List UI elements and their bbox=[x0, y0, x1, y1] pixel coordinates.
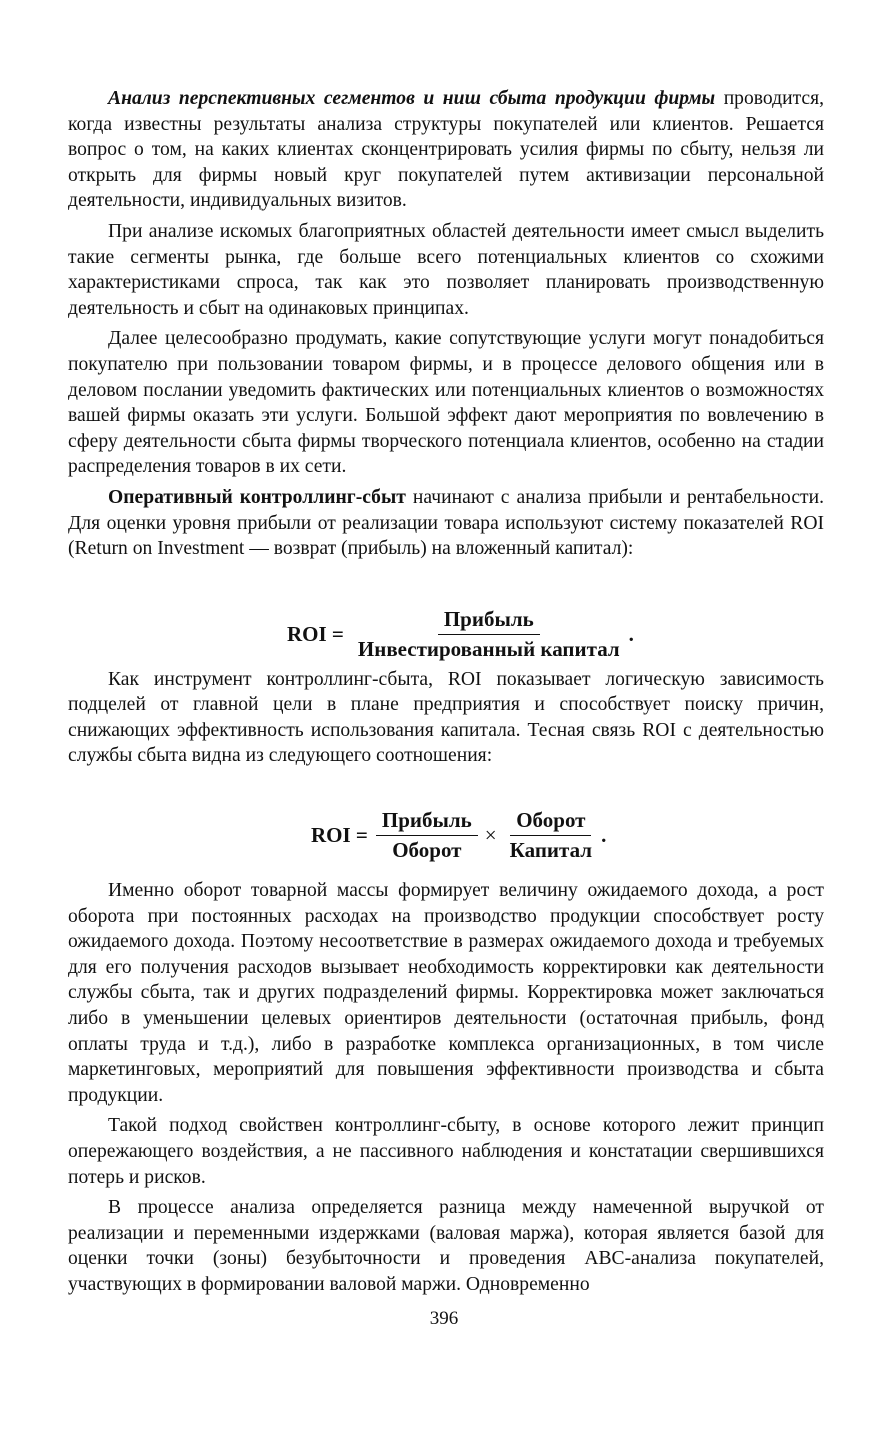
paragraph-8: В процессе анализа определяется разница между намеченной выручкой от реализации и переменными издержками (валовая маржа), которая является базой для оценки точки (зоны) безубыточности и проведения ABC-анализа покупателей, участвующих в формировании валовой маржи. Одновременно bbox=[68, 1197, 824, 1295]
roi-formula-2 bbox=[311, 808, 606, 863]
formula-2-fraction-1-numerator: Прибыль bbox=[376, 808, 478, 836]
formula-2-lhs: ROI = bbox=[311, 823, 368, 847]
paragraph-4-lead: Оперативный контроллинг-сбыт bbox=[108, 486, 406, 508]
paragraph-6: Именно оборот товарной массы формирует величину ожидаемого дохода, а рост оборота при постоянных расходах на производство продукции способствует росту ожидаемого дохода. Поэтому несоответствие в размерах ожидаемого дохода и требуемых для его получения расходов вызывает необходимость корректировки как деятельности службы сбыта, так и других подразделений фирмы. Корректировка может заключаться либо в уменьшении целевых ориентиров деятельности (остаточная прибыль, фонд оплаты труда и т.д.), либо в разработке комплекса организационных, в том числе маркетинговых, мероприятий для повышения эффективности производства и сбыта продукции. bbox=[68, 880, 824, 1106]
paragraph-4 bbox=[68, 485, 824, 562]
multiply-sign: × bbox=[484, 823, 497, 847]
paragraph-1-text: проводится, когда известны результаты анализа структуры покупателей или клиентов. Решается вопрос о том, на каких клиентах сконцентрировать усилия фирмы по сбыту, нельзя ли открыть для фирмы новый круг покупателей путем активизации персональной деятельности, индивидуальных визитов. bbox=[68, 88, 824, 212]
paragraph-5: Как инструмент контроллинг-сбыта, ROI показывает логическую зависимость подцелей от главной цели в плане предприятия и способствует поиску причин, снижающих эффективность использования капитала. Тесная связь ROI с деятельностью службы сбыта видна из следующего соотношения: bbox=[68, 668, 824, 767]
paragraph-3: Далее целесообразно продумать, какие сопутствующие услуги могут понадобиться покупателю при пользовании товаром фирмы, и в процессе делового общения или в деловом послании уведомить фактических или потенциальных клиентов о возможностях вашей фирмы оказать эти услуги. Большой эффект дают мероприятия по вовлечению в сферу деятельности сбыта фирмы творческого потенциала клиентов, особенно на стадии распределения товаров в их сети. bbox=[68, 328, 824, 478]
paragraph-7: Такой подход свойствен контроллинг-сбыту, в основе которого лежит принцип опережающего воздействия, а не пассивного наблюдения и констатации свершившихся потерь и рисков. bbox=[68, 1115, 824, 1188]
paragraph-4-text: начинают с анализа прибыли и рентабельности. Для оценки уровня прибыли от реализации товара используют систему показателей ROI (Return on Investment — возврат (прибыль) на вложенный капитал): bbox=[68, 486, 824, 560]
formula-1-fraction bbox=[352, 607, 626, 662]
body-text bbox=[68, 86, 824, 1303]
roi-formula-1 bbox=[287, 607, 634, 662]
paragraph-2: При анализе искомых благоприятных областей деятельности имеет смысл выделить такие сегменты рынка, где больше всего потенциальных клиентов со схожими характеристиками спроса, так как это позволяет планировать производственную деятельность и сбыт на одинаковых принципах. bbox=[68, 220, 824, 319]
formula-2-end: . bbox=[601, 823, 607, 847]
formula-2-fraction-1 bbox=[376, 808, 478, 863]
formula-2-fraction-2-numerator: Оборот bbox=[510, 808, 591, 836]
formula-2-fraction-2-denominator: Капитал bbox=[509, 838, 593, 862]
paragraph-1 bbox=[68, 86, 824, 214]
paragraph-1-lead: Анализ перспективных сегментов и ниш сбыта продукции фирмы bbox=[108, 88, 716, 109]
formula-2-fraction-2 bbox=[504, 808, 598, 863]
formula-1-denominator: Инвестированный капитал bbox=[357, 637, 620, 661]
formula-1-lhs: ROI = bbox=[287, 622, 344, 646]
formula-1-numerator: Прибыль bbox=[438, 607, 540, 635]
page-number: 396 bbox=[429, 1308, 459, 1329]
formula-1-end: . bbox=[628, 622, 634, 646]
formula-2-fraction-1-denominator: Оборот bbox=[392, 838, 462, 862]
